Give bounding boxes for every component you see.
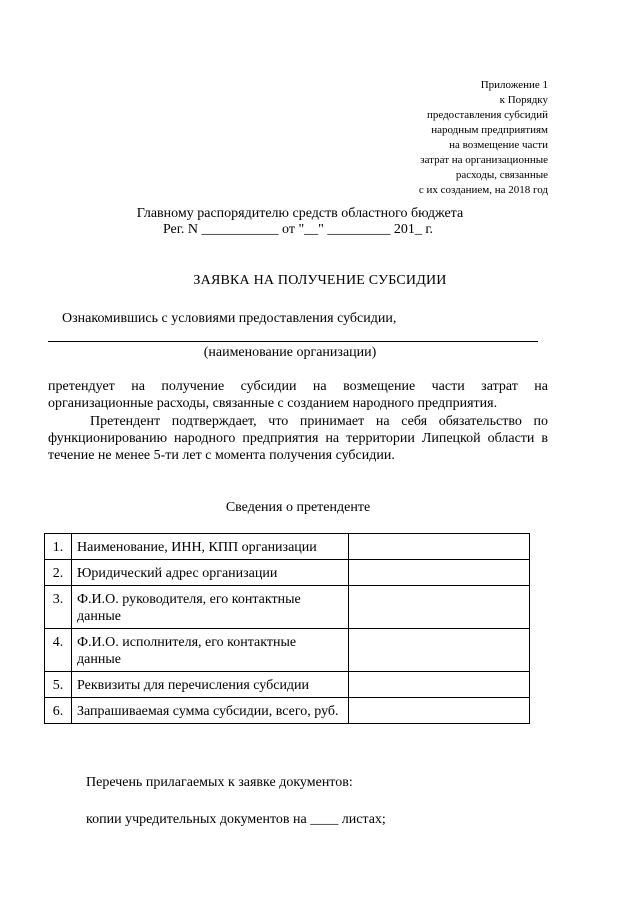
obligation-paragraph: Претендент подтверждает, что принимает на себя обязательство по функционированию народного предприятия на территории Липецкой области в течение не менее 5-ти лет с момента получения субсидии.: [48, 414, 548, 463]
row-value-cell[interactable]: [349, 629, 530, 672]
row-value-cell[interactable]: [349, 698, 530, 724]
table-row: [45, 698, 530, 724]
row-number: 5.: [45, 672, 72, 698]
annex-line: затрат на организационные: [420, 154, 548, 166]
row-number: 1.: [45, 534, 72, 560]
organization-name-caption: (наименование организации): [203, 345, 377, 360]
row-number: 4.: [45, 629, 72, 672]
row-label: Запрашиваемая сумма субсидии, всего, руб.: [72, 698, 349, 724]
annex-line: Приложение 1: [480, 79, 548, 91]
table-row: [45, 534, 530, 560]
annex-block: [328, 78, 548, 198]
claim-paragraph: претендует на получение субсидии на возмещение части затрат на организационные расходы, связанные с созданием народного предприятия.: [48, 379, 548, 411]
organization-name-line: [48, 341, 538, 342]
addressee-line: Главному распорядителю средств областного бюджета: [136, 206, 464, 221]
documents-item: копии учредительных документов на ____ листах;: [86, 812, 386, 827]
document-title: ЗАЯВКА НА ПОЛУЧЕНИЕ СУБСИДИИ: [193, 273, 447, 288]
annex-line: расходы, связанные: [455, 169, 548, 181]
table-row: [45, 672, 530, 698]
row-value-cell[interactable]: [349, 586, 530, 629]
annex-line: народным предприятиям: [431, 124, 548, 136]
row-number: 6.: [45, 698, 72, 724]
annex-line: к Порядку: [499, 94, 548, 106]
row-label: Юридический адрес организации: [72, 560, 349, 586]
table-row: [45, 586, 530, 629]
annex-line: с их созданием, на 2018 год: [418, 184, 548, 196]
section-title: Сведения о претенденте: [225, 500, 371, 515]
annex-line: предоставления субсидий: [426, 109, 548, 121]
annex-line: на возмещение части: [449, 139, 548, 151]
row-number: 2.: [45, 560, 72, 586]
row-value-cell[interactable]: [349, 560, 530, 586]
row-label: Наименование, ИНН, КПП организации: [72, 534, 349, 560]
documents-heading: Перечень прилагаемых к заявке документов:: [86, 775, 353, 790]
row-number: 3.: [45, 586, 72, 629]
row-label: Реквизиты для перечисления субсидии: [72, 672, 349, 698]
applicant-info-table: [44, 533, 530, 724]
registration-line: Рег. N ___________ от "__" _________ 201_ г.: [162, 222, 434, 237]
intro-text: Ознакомившись с условиями предоставления субсидии,: [62, 311, 397, 326]
row-value-cell[interactable]: [349, 534, 530, 560]
row-label: Ф.И.О. исполнителя, его контактные данные: [72, 629, 349, 672]
table-row: [45, 560, 530, 586]
table-row: [45, 629, 530, 672]
row-label: Ф.И.О. руководителя, его контактные данные: [72, 586, 349, 629]
row-value-cell[interactable]: [349, 672, 530, 698]
